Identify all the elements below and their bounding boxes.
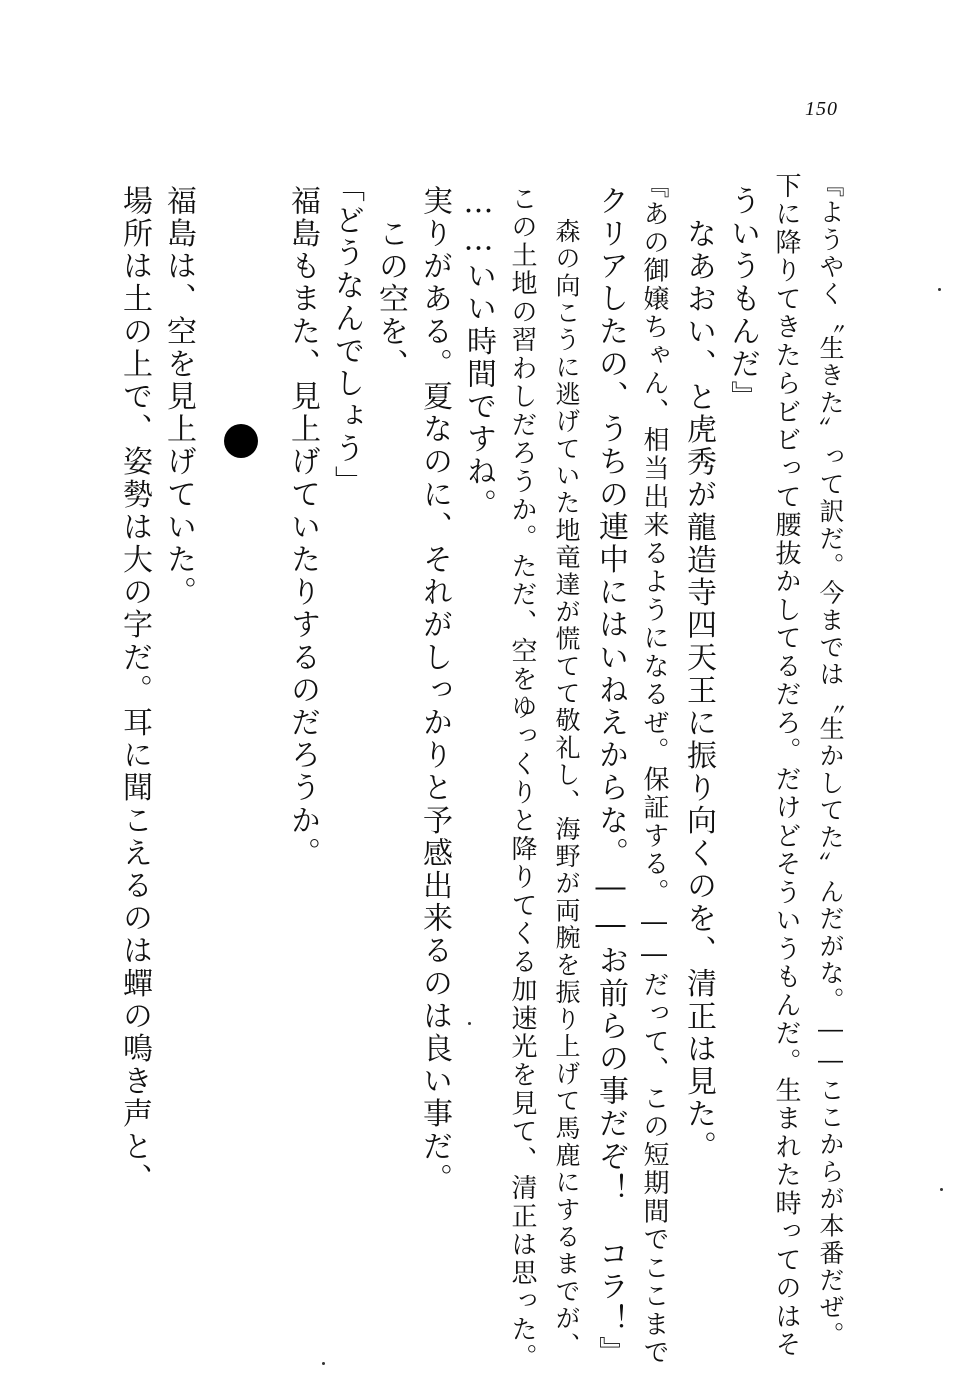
scan-speck [938,288,941,291]
text-line: 福島もまた、見上げていたりするのだろうか。 [285,185,320,870]
text-line: 福島は、空を見上げていた。 [161,185,196,609]
text-line: 下に降りてきたらビビって腰抜かしてるだろ。だけどそういうもんだ。生まれた時ってのはそ [771,172,801,1360]
text-line: 場所は土の上で、姿勢は大の字だ。耳に聞こえるのは蟬の鳴き声と、 [117,185,152,1196]
scan-speck [468,1022,471,1025]
text-line: クリアしたの、うちの連中にはいねえからな。――お前らの事だぞ！ コラ！』 [593,185,628,1369]
text-line: 『ようやく〝生きた〟って訳だ。今までは〝生かしてた〟んだがな。――ここからが本番だぜ。 [816,172,845,1349]
page-number: 150 [805,98,838,120]
scan-speck [322,1362,325,1365]
text-line: 森の向こうに逃げていた地竜達が慌てて敬礼し、海野が両腕を振り上げて馬鹿にするまでが、 [552,218,581,1360]
text-line: なあおい、と虎秀が龍造寺四天王に振り向くのを、清正は見た。 [681,218,716,1164]
scan-speck [940,1188,943,1191]
text-line: この空を、 [373,218,408,381]
text-line: 実りがある。夏なのに、それがしっかりと予感出来るのは良い事だ。 [417,185,452,1196]
text-line: ういうもんだ』 [725,185,760,414]
text-line: この土地の習わしだろうか。ただ、空をゆっくりと降りてくる加速光を見て、清正は思った。 [507,185,537,1373]
text-line: 『あの御嬢ちゃん、相当出来るようになるぜ。保証する。――だって、この短期間でここまで [639,172,669,1368]
text-line: 「どうなんでしょう」 [329,172,364,498]
section-break-dot [224,424,258,458]
text-line: ……いい時間ですね。 [461,185,496,521]
